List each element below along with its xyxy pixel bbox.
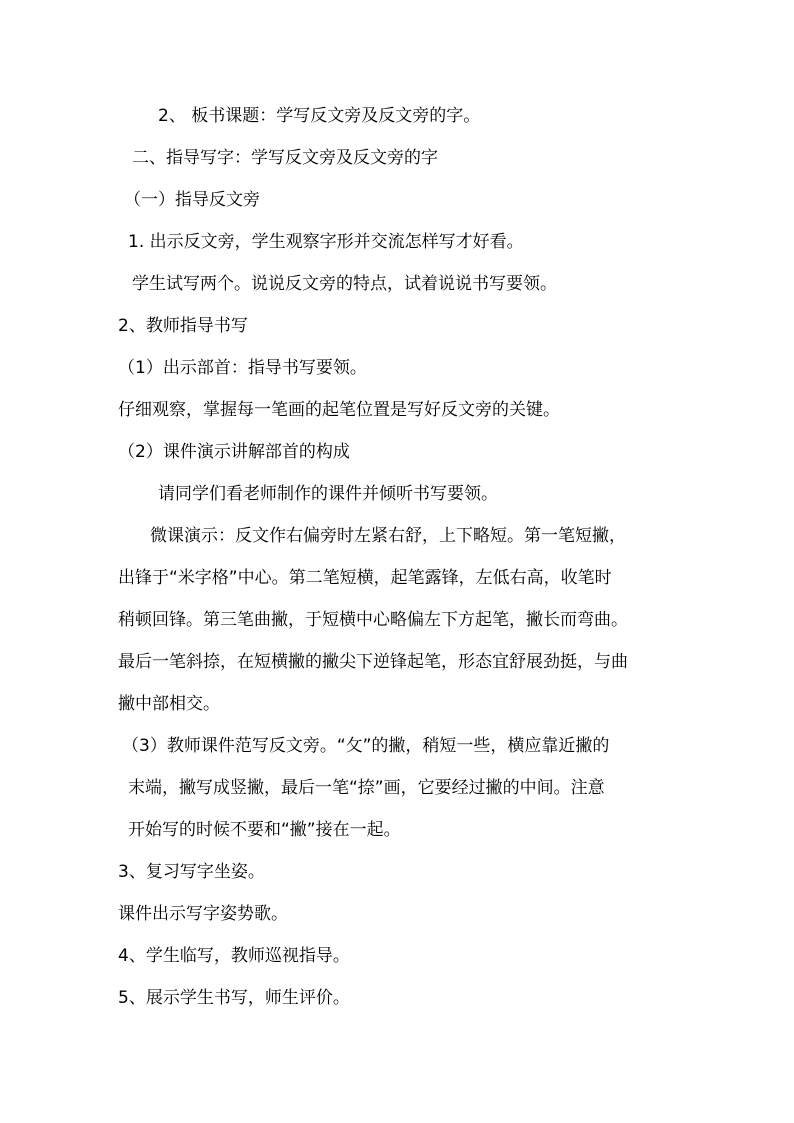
student-trial-text: 学生试写两个。说说反文旁的特点，试着说说书写要领。: [132, 274, 557, 294]
step-2-board-title: 2、 板书课题：学写反文旁及反文旁的字。: [158, 106, 481, 126]
subitem-3-line-2: 末端，撇写成竖撇，最后一笔“捺”画，它要经过撇的中间。注意: [128, 778, 605, 798]
subitem-3-line-1: （3）教师课件范写反文旁。“攵”的撇，稍短一些，横应靠近撇的: [122, 736, 610, 756]
posture-song-text: 课件出示写字姿势歌。: [118, 904, 288, 924]
item-2-heading: 2、教师指导书写: [118, 316, 248, 336]
section-2-heading: 二、指导写字：学写反文旁及反文旁的字: [132, 148, 438, 168]
subitem-1-text: （1）出示部首：指导书写要领。: [118, 358, 367, 378]
subitem-3-line-3: 开始写的时候不要和“撇”接在一起。: [128, 820, 401, 840]
microlesson-line-2: 出锋于“米字格”中心。第二笔短横，起笔露锋，左低右高，收笔时: [118, 568, 612, 588]
observation-text: 仔细观察，掌握每一笔画的起笔位置是写好反文旁的关键。: [118, 400, 560, 420]
item-1-text: 1. 出示反文旁，学生观察字形并交流怎样写才好看。: [128, 232, 524, 252]
subitem-2-text: （2）课件演示讲解部首的构成: [118, 442, 350, 462]
item-3-heading: 3、复习写字坐姿。: [118, 862, 265, 882]
microlesson-line-5: 撇中部相交。: [118, 694, 220, 714]
microlesson-line-1: 微课演示：反文作右偏旁时左紧右舒，上下略短。第一笔短撇，: [150, 526, 626, 546]
microlesson-line-3: 稍顿回锋。第三笔曲撇，于短横中心略偏左下方起笔，撇长而弯曲。: [118, 610, 628, 630]
item-4-text: 4、学生临写，教师巡视指导。: [118, 946, 350, 966]
item-5-text: 5、展示学生书写，师生评价。: [118, 988, 350, 1008]
microlesson-line-4: 最后一笔斜捺，在短横撇的撇尖下逆锋起笔，形态宜舒展劲挺，与曲: [118, 652, 628, 672]
courseware-text: 请同学们看老师制作的课件并倾听书写要领。: [158, 484, 498, 504]
subsection-1-heading: （一）指导反文旁: [124, 190, 260, 210]
